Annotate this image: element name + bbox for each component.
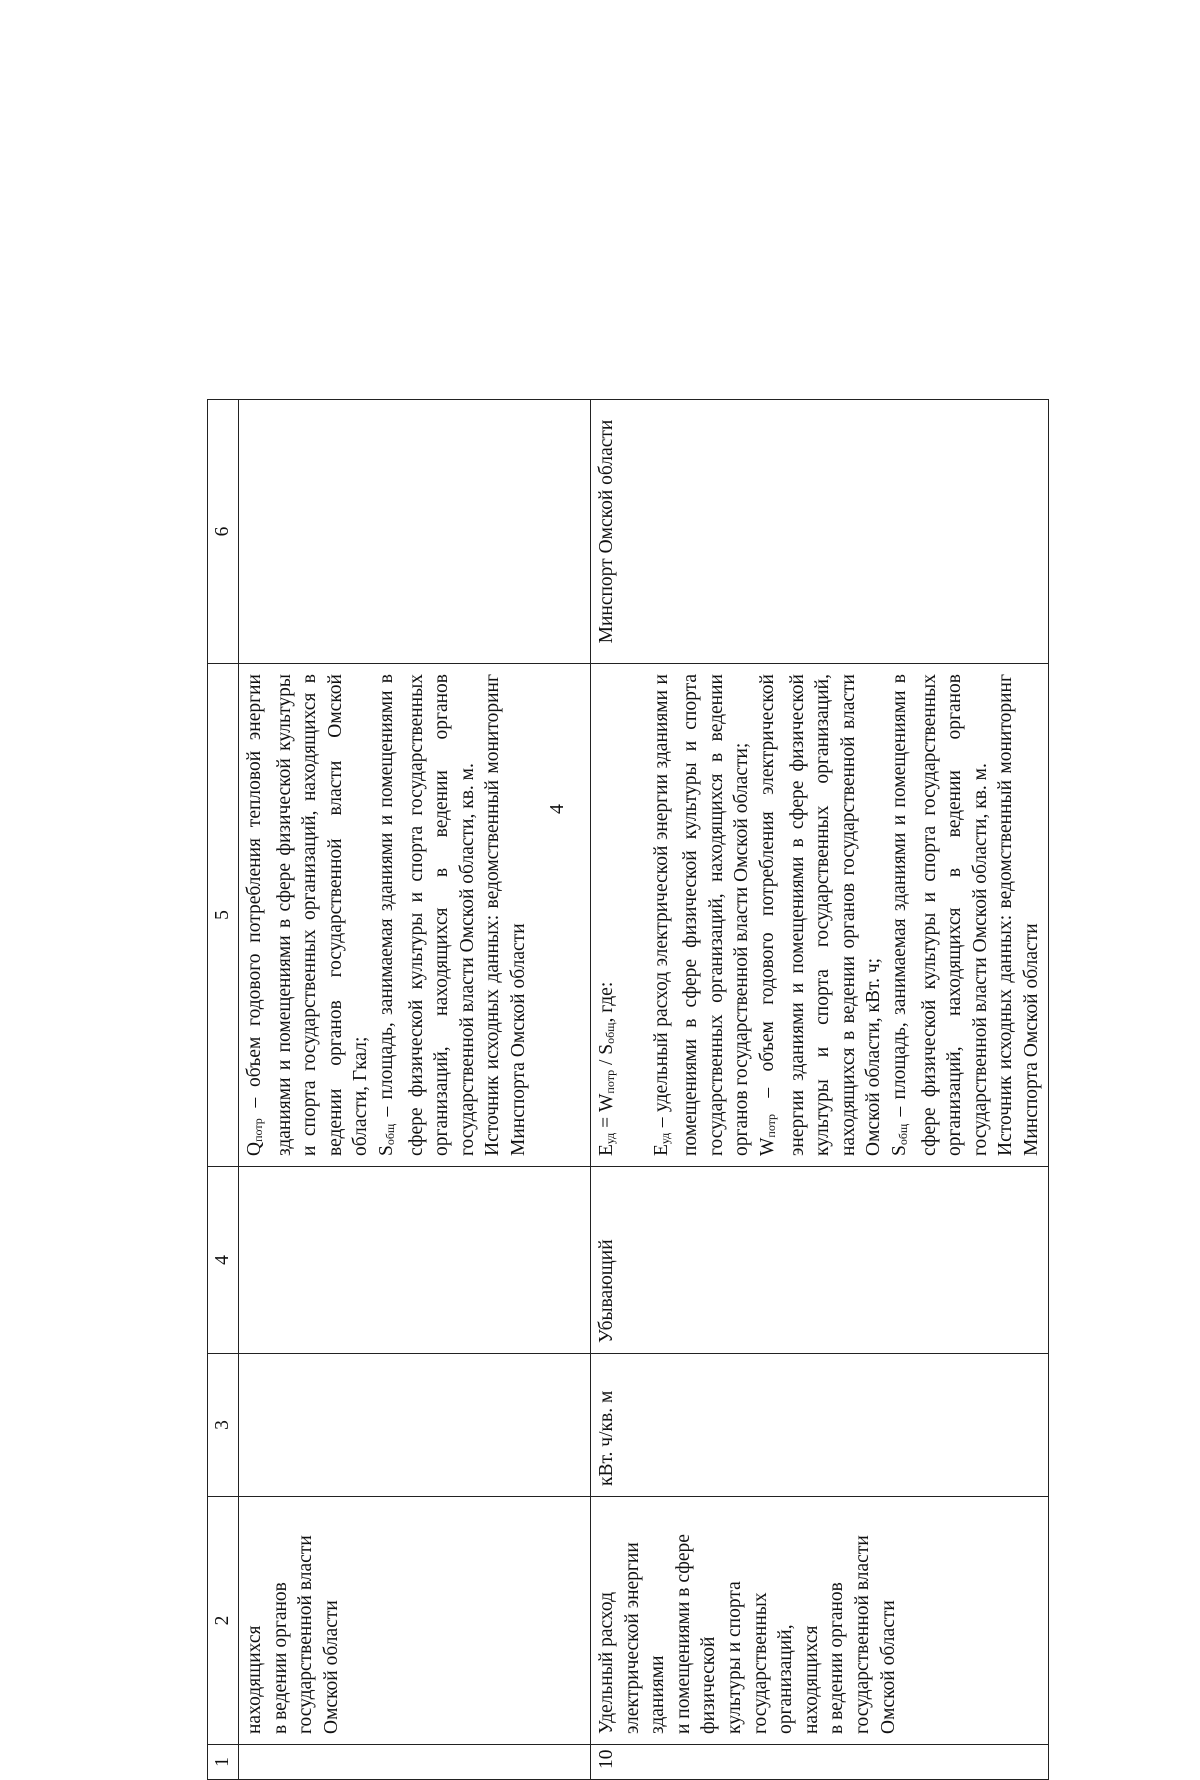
table-row-10 [590,399,1048,1779]
table-header-row [207,399,238,1779]
indicator-line: зданиями [646,1654,668,1734]
indicator-line: государственной власти [294,1534,316,1734]
cell-trend [238,1166,590,1353]
page-number: 4 [546,804,568,814]
cell-indicator-name [238,1496,590,1744]
cell-responsible [238,399,590,663]
indicator-line: и помещениями в сфере [672,1533,694,1734]
cell-trend: Убывающий [590,1166,1048,1353]
data-source: Источник исходных данных: ведомственный мониторинг Минспорта Омской области [481,673,529,1156]
cell-responsible: Минспорт Омской области [590,399,1048,663]
data-source: Источник исходных данных: ведомственный мониторинг Минспорта Омской области [994,673,1042,1156]
s-definition: $S_{общ}$ – площадь, занимаемая зданиями и помещениями в сфере физической культуры и спорта государственных организаций, находящихся в ведении органов государственной власти Омской области, кв. м. [888,673,991,1156]
indicator-line: физической [697,1636,719,1734]
header-col-1: 1 [207,1744,238,1779]
indicator-line: Омской области [320,1599,342,1734]
indicator-line: культуры и спорта [723,1580,745,1734]
indicator-line: электрической энергии [621,1541,643,1734]
indicator-line: находящихся [243,1625,265,1734]
cell-formula-description [590,663,1048,1166]
indicator-line: государственных [749,1591,771,1734]
cell-unit [238,1353,590,1496]
cell-number: 10 [590,1744,1048,1779]
indicator-line: Омской области [877,1599,899,1734]
header-col-3: 3 [207,1353,238,1496]
w-definition: $W_{потр}$ – объем годового потребления электрической энергии зданиями и помещениями в сфере физической культуры и спорта государственных организаций, находящихся в ведении органов государственной власти Омской области, кВт. ч; [756,673,884,1156]
e-definition: $E_{уд}$ – удельный расход электрической энергии зданиями и помещениями в сфере физической культуры и спорта государственных организаций, находящихся в ведении органов государственной власти Омской области; [650,673,752,1156]
header-col-4: 4 [207,1166,238,1353]
indicator-line: находящихся [800,1625,822,1734]
cell-indicator-name [590,1496,1048,1744]
q-definition: $Q_{потр}$ – объем годового потребления тепловой энергии зданиями и помещениями в сфере физической культуры и спорта государственных организаций, находящихся в ведении органов государственной власти Омской области, Гкал; [243,673,371,1156]
indicator-line: Удельный расход [595,1591,617,1734]
indicators-table [207,399,1049,1780]
s-definition: $S_{общ}$ – площадь, занимаемая зданиями и помещениями в сфере физической культуры и спорта государственных организаций, находящихся в ведении органов государственной власти Омской области, кв. м. [375,673,478,1156]
indicator-line: в ведении органов [825,1581,847,1734]
header-col-5: 5 [207,663,238,1166]
cell-number [238,1744,590,1779]
indicator-line: государственной власти [851,1534,873,1734]
cell-unit: кВт. ч/кв. м [590,1353,1048,1496]
header-col-6: 6 [207,399,238,663]
rotated-table-sheet [207,400,1171,1780]
formula: $E_{уд} = W_{потр} / S_{общ}$, где: [595,981,617,1156]
table-row-continuation [238,399,590,1779]
cell-formula-description [238,663,590,1166]
indicator-line: в ведении органов [269,1581,291,1734]
spacer [623,674,648,1156]
indicator-line: организаций, [774,1623,796,1734]
header-col-2: 2 [207,1496,238,1744]
